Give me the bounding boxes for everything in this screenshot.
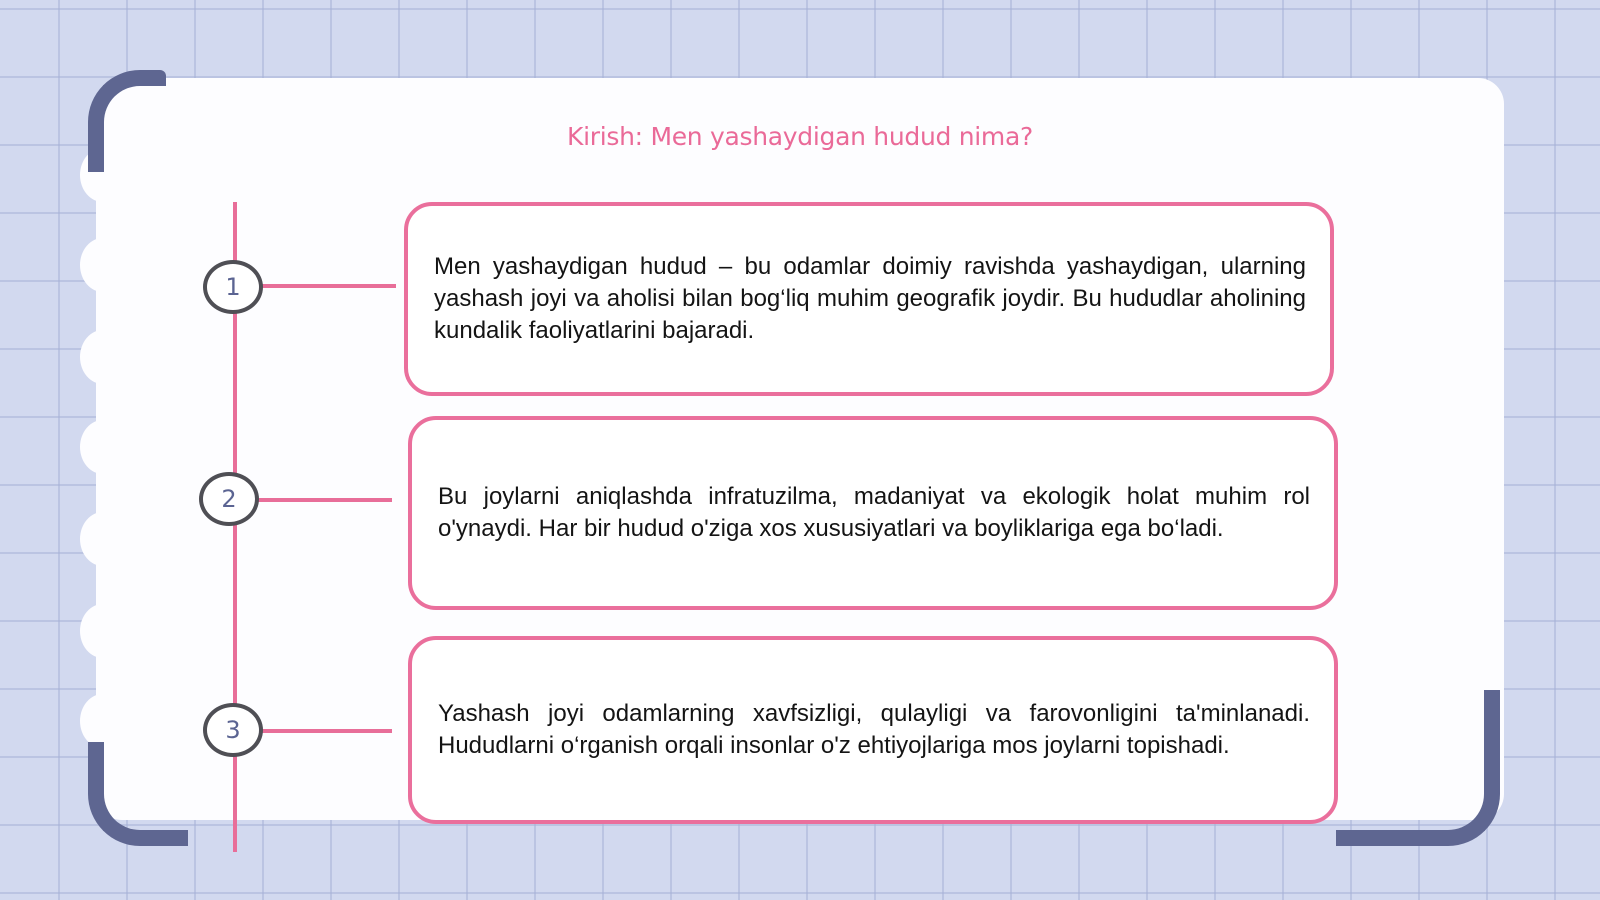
info-card-text: Bu joylarni aniqlashda infratuzilma, madaniyat va ekologik holat muhim rol o'ynaydi. Har bir hudud o'ziga xos xususiyatlari va boyliklariga ega bo‘ladi.: [438, 483, 1310, 542]
paper-scallop: [80, 694, 126, 748]
timeline-connector-1: [262, 284, 396, 288]
info-card-text: Men yashaydigan hudud – bu odamlar doimiy ravishda yashaydigan, ularning yashash joyi va aholisi bilan bog‘liq muhim geografik joydir. Bu hududlar aholining kundalik faoliyatlarini bajaradi.: [434, 253, 1306, 344]
paper-scallop: [80, 238, 126, 292]
step-number-2: 2: [199, 472, 259, 526]
paper-scallop: [80, 604, 126, 658]
info-card-1: [404, 202, 1334, 396]
corner-bracket-top-left: [88, 70, 166, 172]
corner-bracket-bottom-right: [1336, 690, 1500, 846]
timeline-connector-2: [258, 498, 392, 502]
corner-bracket-bottom-left: [88, 742, 188, 846]
timeline-connector-3: [262, 729, 392, 733]
paper-scallop: [80, 420, 126, 474]
paper-scallop: [80, 512, 126, 566]
paper-scallop: [80, 330, 126, 384]
info-card-text: Yashash joyi odamlarning xavfsizligi, qulayligi va farovonligini ta'minlanadi. Hududlarni o‘rganish orqali insonlar o'z ehtiyojlariga mos joylarni topishadi.: [438, 700, 1310, 759]
step-number-3: 3: [203, 703, 263, 757]
slide-title: Kirish: Men yashaydigan hudud nima?: [567, 122, 1033, 151]
step-number-1: 1: [203, 260, 263, 314]
info-card-3: [408, 636, 1338, 824]
info-card-2: [408, 416, 1338, 610]
